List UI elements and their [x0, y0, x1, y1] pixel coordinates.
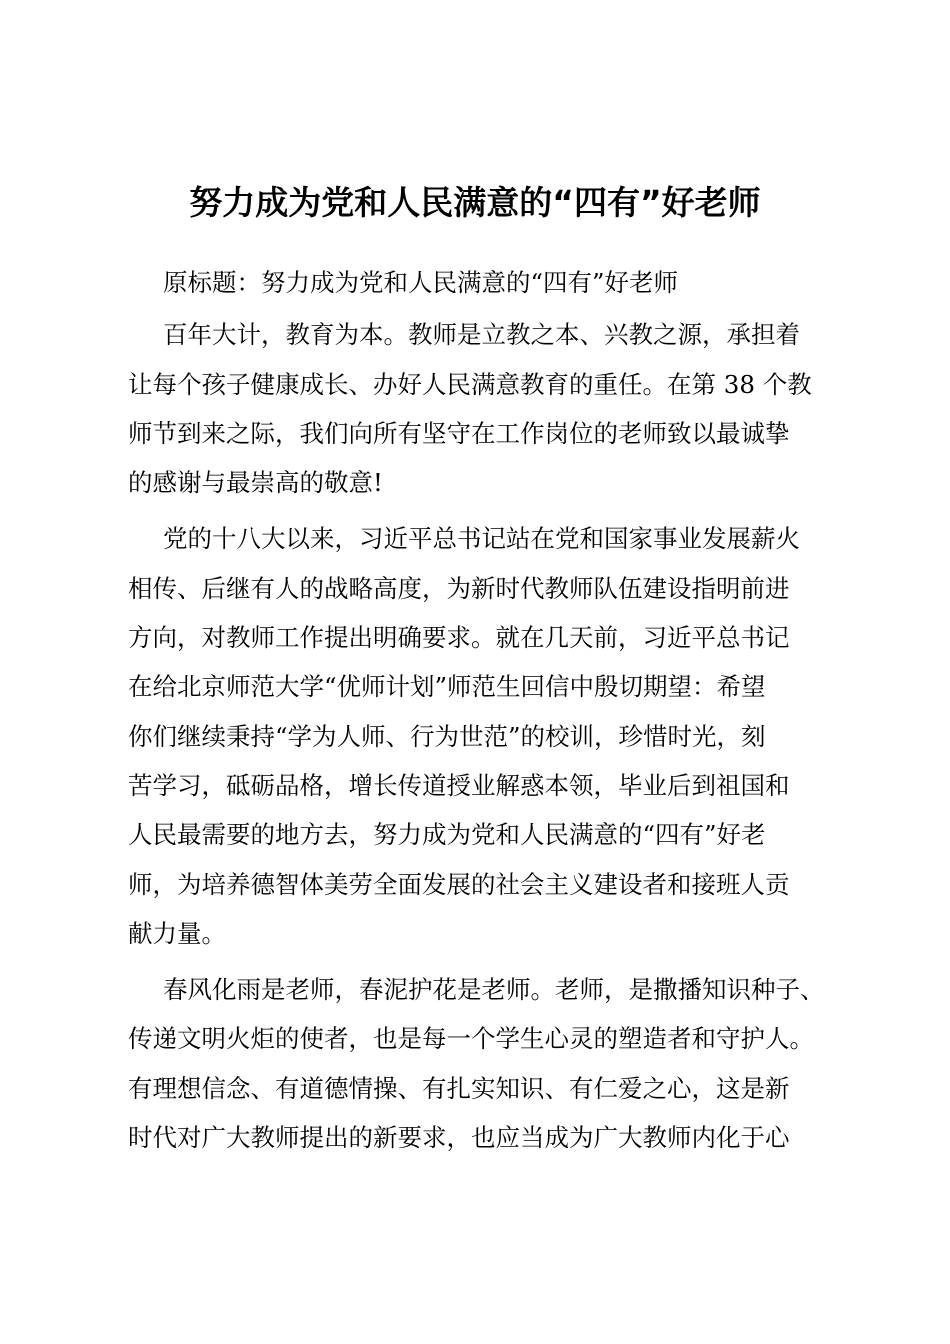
paragraph-teachers [128, 965, 828, 1162]
paragraph-line: 传递文明火炬的使者，也是每一个学生心灵的塑造者和守护人。 [128, 1024, 814, 1054]
paragraph-line: 在给北京师范大学“优师计划”师范生回信中殷切期望：希望 [128, 672, 766, 702]
paragraph-line: 你们继续秉持“学为人师、行为世范”的校训，珍惜时光，刻 [128, 721, 766, 751]
paragraph-line: 党的十八大以来，习近平总书记站在党和国家事业发展薪火 [163, 524, 800, 554]
paragraph-line: 师，为培养德智体美劳全面发展的社会主义建设者和接班人贡 [128, 869, 790, 899]
paragraph-line: 的感谢与最崇高的敬意! [128, 468, 383, 498]
paragraph-xi-letter [128, 514, 828, 958]
paragraph-line: 让每个孩子健康成长、办好人民满意教育的重任。在第 38 个教 [128, 369, 812, 399]
paragraph-line: 苦学习，砥砺品格，增长传道授业解惑本领，毕业后到祖国和 [128, 770, 790, 800]
paragraph-line: 方向，对教师工作提出明确要求。就在几天前，习近平总书记 [128, 623, 790, 653]
paragraph-line: 师节到来之际，我们向所有坚守在工作岗位的老师致以最诚挚 [128, 418, 790, 448]
document-title: 努力成为党和人民满意的“四有”好老师 [189, 183, 761, 222]
paragraph-original-title [128, 258, 828, 307]
paragraph-line: 百年大计，教育为本。教师是立教之本、兴教之源，承担着 [163, 320, 800, 350]
paragraph-line: 原标题：努力成为党和人民满意的“四有”好老师 [163, 268, 679, 297]
paragraph-line: 春风化雨是老师，春泥护花是老师。老师，是撒播知识种子、 [163, 975, 825, 1005]
paragraph-line: 人民最需要的地方去，努力成为党和人民满意的“四有”好老 [128, 820, 766, 850]
paragraph-line: 献力量。 [128, 918, 226, 948]
paragraph-line: 时代对广大教师提出的新要求，也应当成为广大教师内化于心 [128, 1123, 790, 1153]
paragraph-line: 有理想信念、有道德情操、有扎实知识、有仁爱之心，这是新 [128, 1073, 790, 1103]
paragraph-intro [128, 310, 828, 507]
document-body [128, 258, 828, 1162]
paragraph-line: 相传、后继有人的战略高度，为新时代教师队伍建设指明前进 [128, 573, 790, 603]
